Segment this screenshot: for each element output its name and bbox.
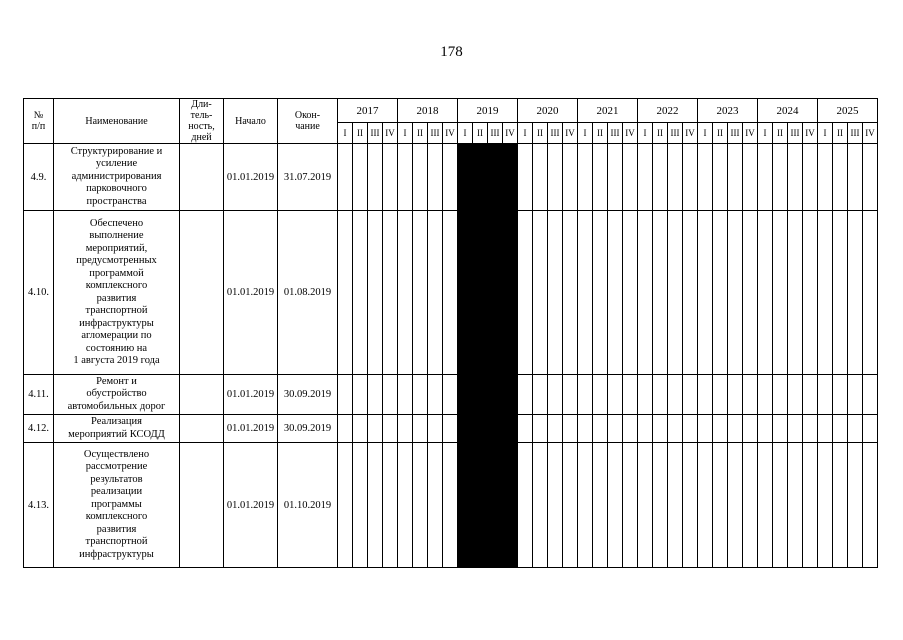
quarter-cell (638, 211, 653, 375)
quarter-cell (578, 375, 593, 415)
quarter-cell (593, 375, 608, 415)
quarter-cell (413, 415, 428, 443)
quarter-cell (788, 443, 803, 568)
quarter-cell (608, 211, 623, 375)
quarter-header: IV (443, 123, 458, 144)
quarter-header: II (593, 123, 608, 144)
quarter-cell (443, 415, 458, 443)
quarter-cell (368, 375, 383, 415)
table-row (24, 144, 878, 211)
quarter-cell (608, 443, 623, 568)
row-end: 30.09.2019 (278, 415, 338, 443)
quarter-cell (833, 443, 848, 568)
quarter-cell (728, 443, 743, 568)
gantt-bar-cell (488, 375, 503, 415)
quarter-header: IV (623, 123, 638, 144)
row-start: 01.01.2019 (224, 211, 278, 375)
quarter-cell (743, 443, 758, 568)
gantt-bar-cell (503, 415, 518, 443)
quarter-header: III (368, 123, 383, 144)
quarter-cell (563, 415, 578, 443)
gantt-bar-cell (488, 415, 503, 443)
quarter-header: II (833, 123, 848, 144)
row-name: Обеспечено выполнение мероприятий, предусмотренных программой комплексного развития транспортной инфраструктуры агломерации по состоянию на 1 августа 2019 года (54, 211, 180, 375)
table-row (24, 375, 878, 415)
table-row (24, 443, 878, 568)
quarter-header: I (698, 123, 713, 144)
quarter-cell (518, 443, 533, 568)
quarter-cell (443, 211, 458, 375)
quarter-cell (863, 443, 878, 568)
quarter-cell (518, 211, 533, 375)
quarter-cell (428, 415, 443, 443)
quarter-cell (353, 144, 368, 211)
quarter-cell (743, 211, 758, 375)
quarter-cell (818, 443, 833, 568)
quarter-cell (833, 144, 848, 211)
row-start: 01.01.2019 (224, 415, 278, 443)
quarter-header: IV (803, 123, 818, 144)
quarter-cell (818, 415, 833, 443)
quarter-cell (338, 211, 353, 375)
quarter-cell (818, 144, 833, 211)
quarter-header: III (728, 123, 743, 144)
quarter-cell (653, 211, 668, 375)
quarter-cell (638, 144, 653, 211)
quarter-cell (713, 211, 728, 375)
quarter-cell (563, 375, 578, 415)
quarter-cell (593, 144, 608, 211)
quarter-cell (428, 211, 443, 375)
quarter-cell (398, 443, 413, 568)
quarter-cell (548, 211, 563, 375)
row-name: Структурирование и усиление администрирования парковочного пространства (54, 144, 180, 211)
year-header: 2025 (818, 99, 878, 123)
quarter-cell (353, 375, 368, 415)
quarter-cell (773, 415, 788, 443)
quarter-header: II (473, 123, 488, 144)
row-duration (180, 415, 224, 443)
quarter-cell (728, 144, 743, 211)
quarter-cell (683, 144, 698, 211)
row-num: 4.11. (24, 375, 54, 415)
quarter-cell (833, 211, 848, 375)
header-duration: Дли- тель- ность, дней (180, 99, 224, 144)
quarter-header: III (488, 123, 503, 144)
quarter-header: IV (383, 123, 398, 144)
quarter-cell (368, 443, 383, 568)
quarter-cell (383, 443, 398, 568)
quarter-cell (788, 375, 803, 415)
quarter-cell (428, 443, 443, 568)
quarter-cell (548, 443, 563, 568)
gantt-bar-cell (458, 144, 473, 211)
quarter-cell (728, 211, 743, 375)
quarter-cell (713, 144, 728, 211)
quarter-cell (608, 375, 623, 415)
row-end: 01.08.2019 (278, 211, 338, 375)
quarter-cell (818, 211, 833, 375)
quarter-cell (848, 443, 863, 568)
year-header: 2024 (758, 99, 818, 123)
quarter-cell (863, 211, 878, 375)
quarter-cell (413, 443, 428, 568)
quarter-cell (533, 144, 548, 211)
gantt-bar-cell (458, 375, 473, 415)
quarter-cell (848, 211, 863, 375)
gantt-bar-cell (488, 443, 503, 568)
year-header: 2019 (458, 99, 518, 123)
quarter-cell (443, 144, 458, 211)
quarter-cell (758, 144, 773, 211)
quarter-cell (698, 375, 713, 415)
quarter-cell (353, 211, 368, 375)
quarter-cell (698, 144, 713, 211)
year-header: 2022 (638, 99, 698, 123)
row-end: 31.07.2019 (278, 144, 338, 211)
quarter-cell (443, 443, 458, 568)
quarter-header: IV (503, 123, 518, 144)
quarter-cell (758, 211, 773, 375)
table-row (24, 415, 878, 443)
quarter-cell (833, 415, 848, 443)
quarter-cell (803, 211, 818, 375)
quarter-cell (758, 443, 773, 568)
quarter-cell (578, 415, 593, 443)
quarter-cell (683, 375, 698, 415)
quarter-cell (653, 443, 668, 568)
quarter-cell (548, 375, 563, 415)
row-duration (180, 144, 224, 211)
header-name: Наименование (54, 99, 180, 144)
year-header: 2021 (578, 99, 638, 123)
gantt-bar-cell (458, 211, 473, 375)
quarter-cell (563, 443, 578, 568)
quarter-header: IV (863, 123, 878, 144)
quarter-header: I (578, 123, 593, 144)
quarter-cell (713, 375, 728, 415)
quarter-cell (338, 443, 353, 568)
quarter-cell (818, 375, 833, 415)
quarter-header: III (848, 123, 863, 144)
quarter-cell (533, 443, 548, 568)
row-start: 01.01.2019 (224, 443, 278, 568)
quarter-cell (398, 211, 413, 375)
row-name: Ремонт и обустройство автомобильных дорог (54, 375, 180, 415)
quarter-cell (413, 144, 428, 211)
quarter-cell (758, 375, 773, 415)
gantt-bar-cell (473, 211, 488, 375)
gantt-bar-cell (458, 415, 473, 443)
quarter-cell (338, 375, 353, 415)
row-name: Осуществлено рассмотрение результатов реализации программы комплексного развития транспортной инфраструктуры (54, 443, 180, 568)
quarter-cell (668, 144, 683, 211)
row-start: 01.01.2019 (224, 144, 278, 211)
quarter-cell (683, 211, 698, 375)
gantt-bar-cell (473, 144, 488, 211)
gantt-bar-cell (503, 211, 518, 375)
quarter-header: IV (683, 123, 698, 144)
quarter-cell (413, 375, 428, 415)
row-num: 4.9. (24, 144, 54, 211)
quarter-header: IV (563, 123, 578, 144)
gantt-bar-cell (503, 443, 518, 568)
quarter-cell (788, 415, 803, 443)
quarter-cell (803, 144, 818, 211)
quarter-cell (398, 375, 413, 415)
row-duration (180, 443, 224, 568)
quarter-cell (668, 211, 683, 375)
year-header: 2023 (698, 99, 758, 123)
quarter-cell (353, 415, 368, 443)
quarter-cell (848, 415, 863, 443)
row-start: 01.01.2019 (224, 375, 278, 415)
quarter-cell (848, 144, 863, 211)
quarter-header: I (518, 123, 533, 144)
quarter-cell (773, 443, 788, 568)
quarter-cell (743, 415, 758, 443)
quarter-cell (593, 415, 608, 443)
quarter-cell (548, 144, 563, 211)
quarter-cell (428, 375, 443, 415)
quarter-cell (743, 144, 758, 211)
quarter-cell (623, 443, 638, 568)
quarter-cell (758, 415, 773, 443)
quarter-cell (698, 211, 713, 375)
row-duration (180, 211, 224, 375)
quarter-cell (398, 144, 413, 211)
quarter-cell (563, 144, 578, 211)
row-num: 4.10. (24, 211, 54, 375)
row-duration (180, 375, 224, 415)
quarter-header: III (608, 123, 623, 144)
quarter-header: III (788, 123, 803, 144)
gantt-bar-cell (503, 144, 518, 211)
quarter-cell (803, 443, 818, 568)
quarter-cell (653, 415, 668, 443)
quarter-cell (788, 144, 803, 211)
quarter-header: I (398, 123, 413, 144)
quarter-cell (518, 144, 533, 211)
header-start: Начало (224, 99, 278, 144)
quarter-cell (368, 144, 383, 211)
quarter-cell (623, 211, 638, 375)
header-end: Окон- чание (278, 99, 338, 144)
quarter-cell (443, 375, 458, 415)
quarter-cell (383, 144, 398, 211)
quarter-header: II (653, 123, 668, 144)
quarter-cell (383, 375, 398, 415)
quarter-cell (593, 211, 608, 375)
quarter-cell (788, 211, 803, 375)
quarter-header: III (668, 123, 683, 144)
row-end: 30.09.2019 (278, 375, 338, 415)
year-header: 2018 (398, 99, 458, 123)
row-num: 4.12. (24, 415, 54, 443)
table-row (24, 211, 878, 375)
quarter-cell (623, 415, 638, 443)
gantt-bar-cell (503, 375, 518, 415)
page-number: 178 (440, 44, 463, 60)
quarter-cell (578, 144, 593, 211)
quarter-header: II (713, 123, 728, 144)
row-end: 01.10.2019 (278, 443, 338, 568)
quarter-header: III (428, 123, 443, 144)
quarter-header: III (548, 123, 563, 144)
quarter-cell (623, 144, 638, 211)
quarter-header: I (638, 123, 653, 144)
quarter-cell (548, 415, 563, 443)
quarter-cell (638, 415, 653, 443)
quarter-cell (803, 415, 818, 443)
quarter-cell (533, 211, 548, 375)
quarter-header: I (458, 123, 473, 144)
gantt-bar-cell (473, 415, 488, 443)
year-header: 2020 (518, 99, 578, 123)
quarter-cell (518, 375, 533, 415)
quarter-cell (698, 443, 713, 568)
quarter-header: I (818, 123, 833, 144)
quarter-cell (638, 443, 653, 568)
quarter-cell (383, 211, 398, 375)
quarter-cell (368, 415, 383, 443)
quarter-cell (578, 443, 593, 568)
quarter-cell (773, 375, 788, 415)
quarter-cell (608, 415, 623, 443)
quarter-header: I (758, 123, 773, 144)
quarter-cell (653, 144, 668, 211)
quarter-cell (623, 375, 638, 415)
quarter-cell (863, 144, 878, 211)
gantt-bar-cell (488, 144, 503, 211)
quarter-header: I (338, 123, 353, 144)
quarter-cell (668, 443, 683, 568)
row-num: 4.13. (24, 443, 54, 568)
quarter-cell (713, 443, 728, 568)
gantt-table (23, 98, 878, 568)
gantt-bar-cell (473, 443, 488, 568)
quarter-cell (833, 375, 848, 415)
gantt-bar-cell (473, 375, 488, 415)
quarter-cell (773, 144, 788, 211)
quarter-cell (608, 144, 623, 211)
quarter-cell (698, 415, 713, 443)
quarter-header: II (413, 123, 428, 144)
quarter-cell (728, 375, 743, 415)
quarter-cell (413, 211, 428, 375)
quarter-cell (668, 375, 683, 415)
quarter-cell (638, 375, 653, 415)
gantt-bar-cell (488, 211, 503, 375)
quarter-cell (563, 211, 578, 375)
quarter-cell (803, 375, 818, 415)
quarter-cell (533, 375, 548, 415)
quarter-cell (368, 211, 383, 375)
gantt-bar-cell (458, 443, 473, 568)
quarter-cell (398, 415, 413, 443)
quarter-cell (863, 415, 878, 443)
quarter-cell (653, 375, 668, 415)
quarter-header: II (773, 123, 788, 144)
quarter-cell (578, 211, 593, 375)
quarter-cell (728, 415, 743, 443)
quarter-cell (428, 144, 443, 211)
quarter-cell (743, 375, 758, 415)
quarter-header: II (533, 123, 548, 144)
quarter-header: II (353, 123, 368, 144)
quarter-cell (773, 211, 788, 375)
quarter-cell (338, 415, 353, 443)
quarter-cell (848, 375, 863, 415)
quarter-cell (683, 443, 698, 568)
quarter-cell (353, 443, 368, 568)
quarter-cell (668, 415, 683, 443)
quarter-cell (863, 375, 878, 415)
header-num: № п/п (24, 99, 54, 144)
quarter-cell (533, 415, 548, 443)
quarter-header: IV (743, 123, 758, 144)
quarter-cell (338, 144, 353, 211)
quarter-cell (683, 415, 698, 443)
quarter-cell (593, 443, 608, 568)
row-name: Реализация мероприятий КСОДД (54, 415, 180, 443)
quarter-cell (713, 415, 728, 443)
year-header: 2017 (338, 99, 398, 123)
quarter-cell (518, 415, 533, 443)
quarter-cell (383, 415, 398, 443)
